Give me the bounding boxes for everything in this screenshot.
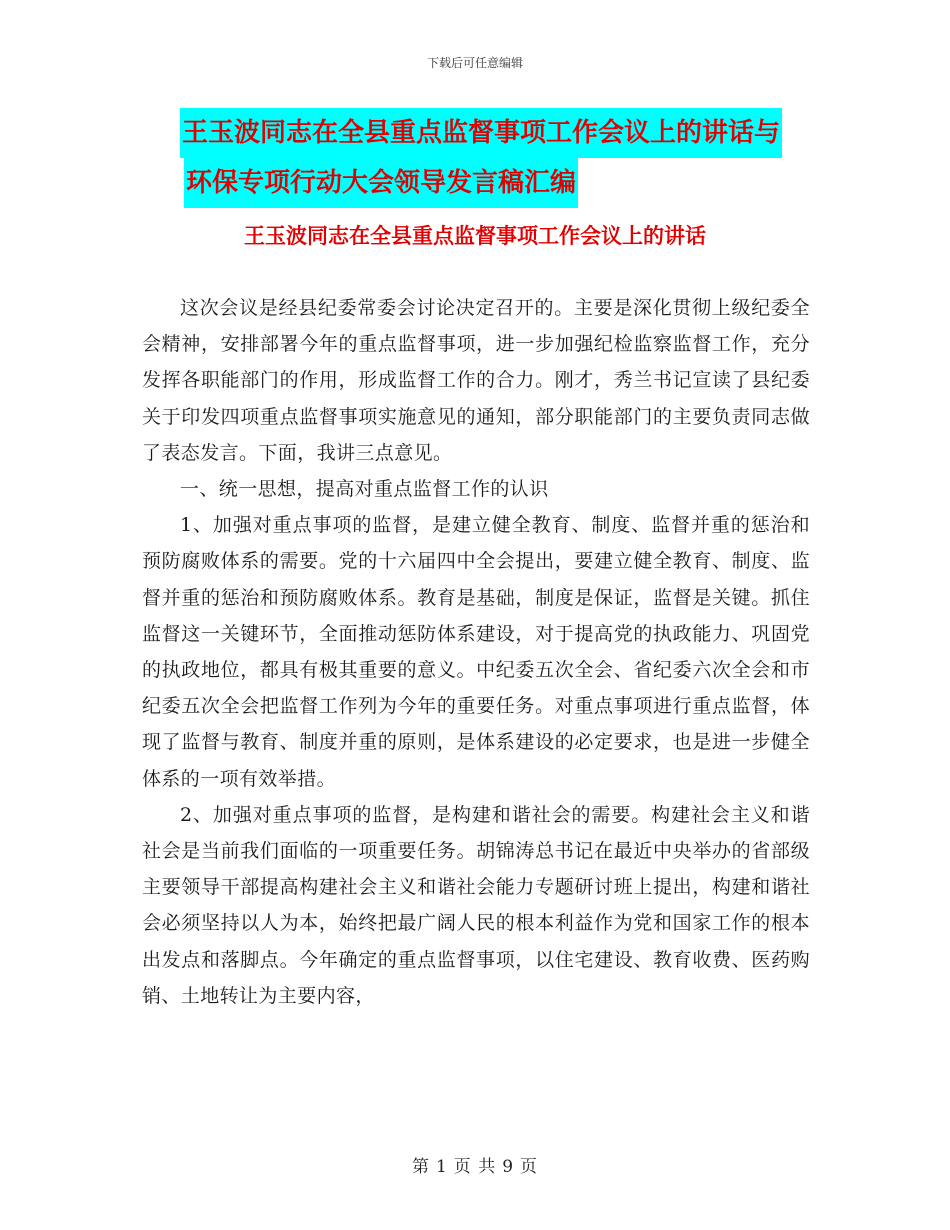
body-text <box>142 290 810 1014</box>
page-footer <box>0 1152 950 1177</box>
footer-suffix: 页 <box>520 1157 539 1177</box>
title-line-1: 王玉波同志在全县重点监督事项工作会议上的讲话与 <box>180 108 782 158</box>
section-title: 王玉波同志在全县重点监督事项工作会议上的讲话 <box>244 224 706 248</box>
section-heading: 一、统一思想，提高对重点监督工作的认识 <box>180 478 549 501</box>
page-number: 1 <box>435 1157 448 1177</box>
paragraph: 这次会议是经县纪委常委会讨论决定召开的。主要是深化贯彻上级纪委全会精神，安排部署今年的重点监督事项，进一步加强纪检监察监督工作，充分发挥各职能部门的作用，形成监督工作的合力。刚才，秀兰书记宣读了县纪委关于印发四项重点监督事项实施意见的通知，部分职能部门的主要负责同志做了表态发言。下面，我讲三点意见。 <box>142 297 810 464</box>
paragraph: 2、加强对重点事项的监督，是构建和谐社会的需要。构建社会主义和谐社会是当前我们面临的一项重要任务。胡锦涛总书记在最近中央举办的省部级主要领导干部提高构建社会主义和谐社会能力专题研讨班上提出，构建和谐社会必须坚持以人为本，始终把最广阔人民的根本利益作为党和国家工作的根本出发点和落脚点。今年确定的重点监督事项，以住宅建设、教育收费、医药购销、土地转让为主要内容， <box>142 803 810 1007</box>
footer-mid: 页 共 <box>453 1157 497 1177</box>
footer-prefix: 第 <box>411 1157 430 1177</box>
header-note: 下载后可任意编辑 <box>426 56 523 70</box>
title-line-2: 环保专项行动大会领导发言稿汇编 <box>184 158 578 208</box>
total-pages: 9 <box>502 1157 515 1177</box>
document-title <box>180 108 820 208</box>
paragraph: 1、加强对重点事项的监督，是建立健全教育、制度、监督并重的惩治和预防腐败体系的需要。党的十六届四中全会提出，要建立健全教育、制度、监督并重的惩治和预防腐败体系。教育是基础，制度是保证，监督是关键。抓住监督这一关键环节，全面推动惩防体系建设，对于提高党的执政能力、巩固党的执政地位，都具有极其重要的意义。中纪委五次全会、省纪委六次全会和市纪委五次全会把监督工作列为今年的重要任务。对重点事项进行重点监督，体现了监督与教育、制度并重的原则，是体系建设的必定要求，也是进一步健全体系的一项有效举措。 <box>142 514 810 790</box>
